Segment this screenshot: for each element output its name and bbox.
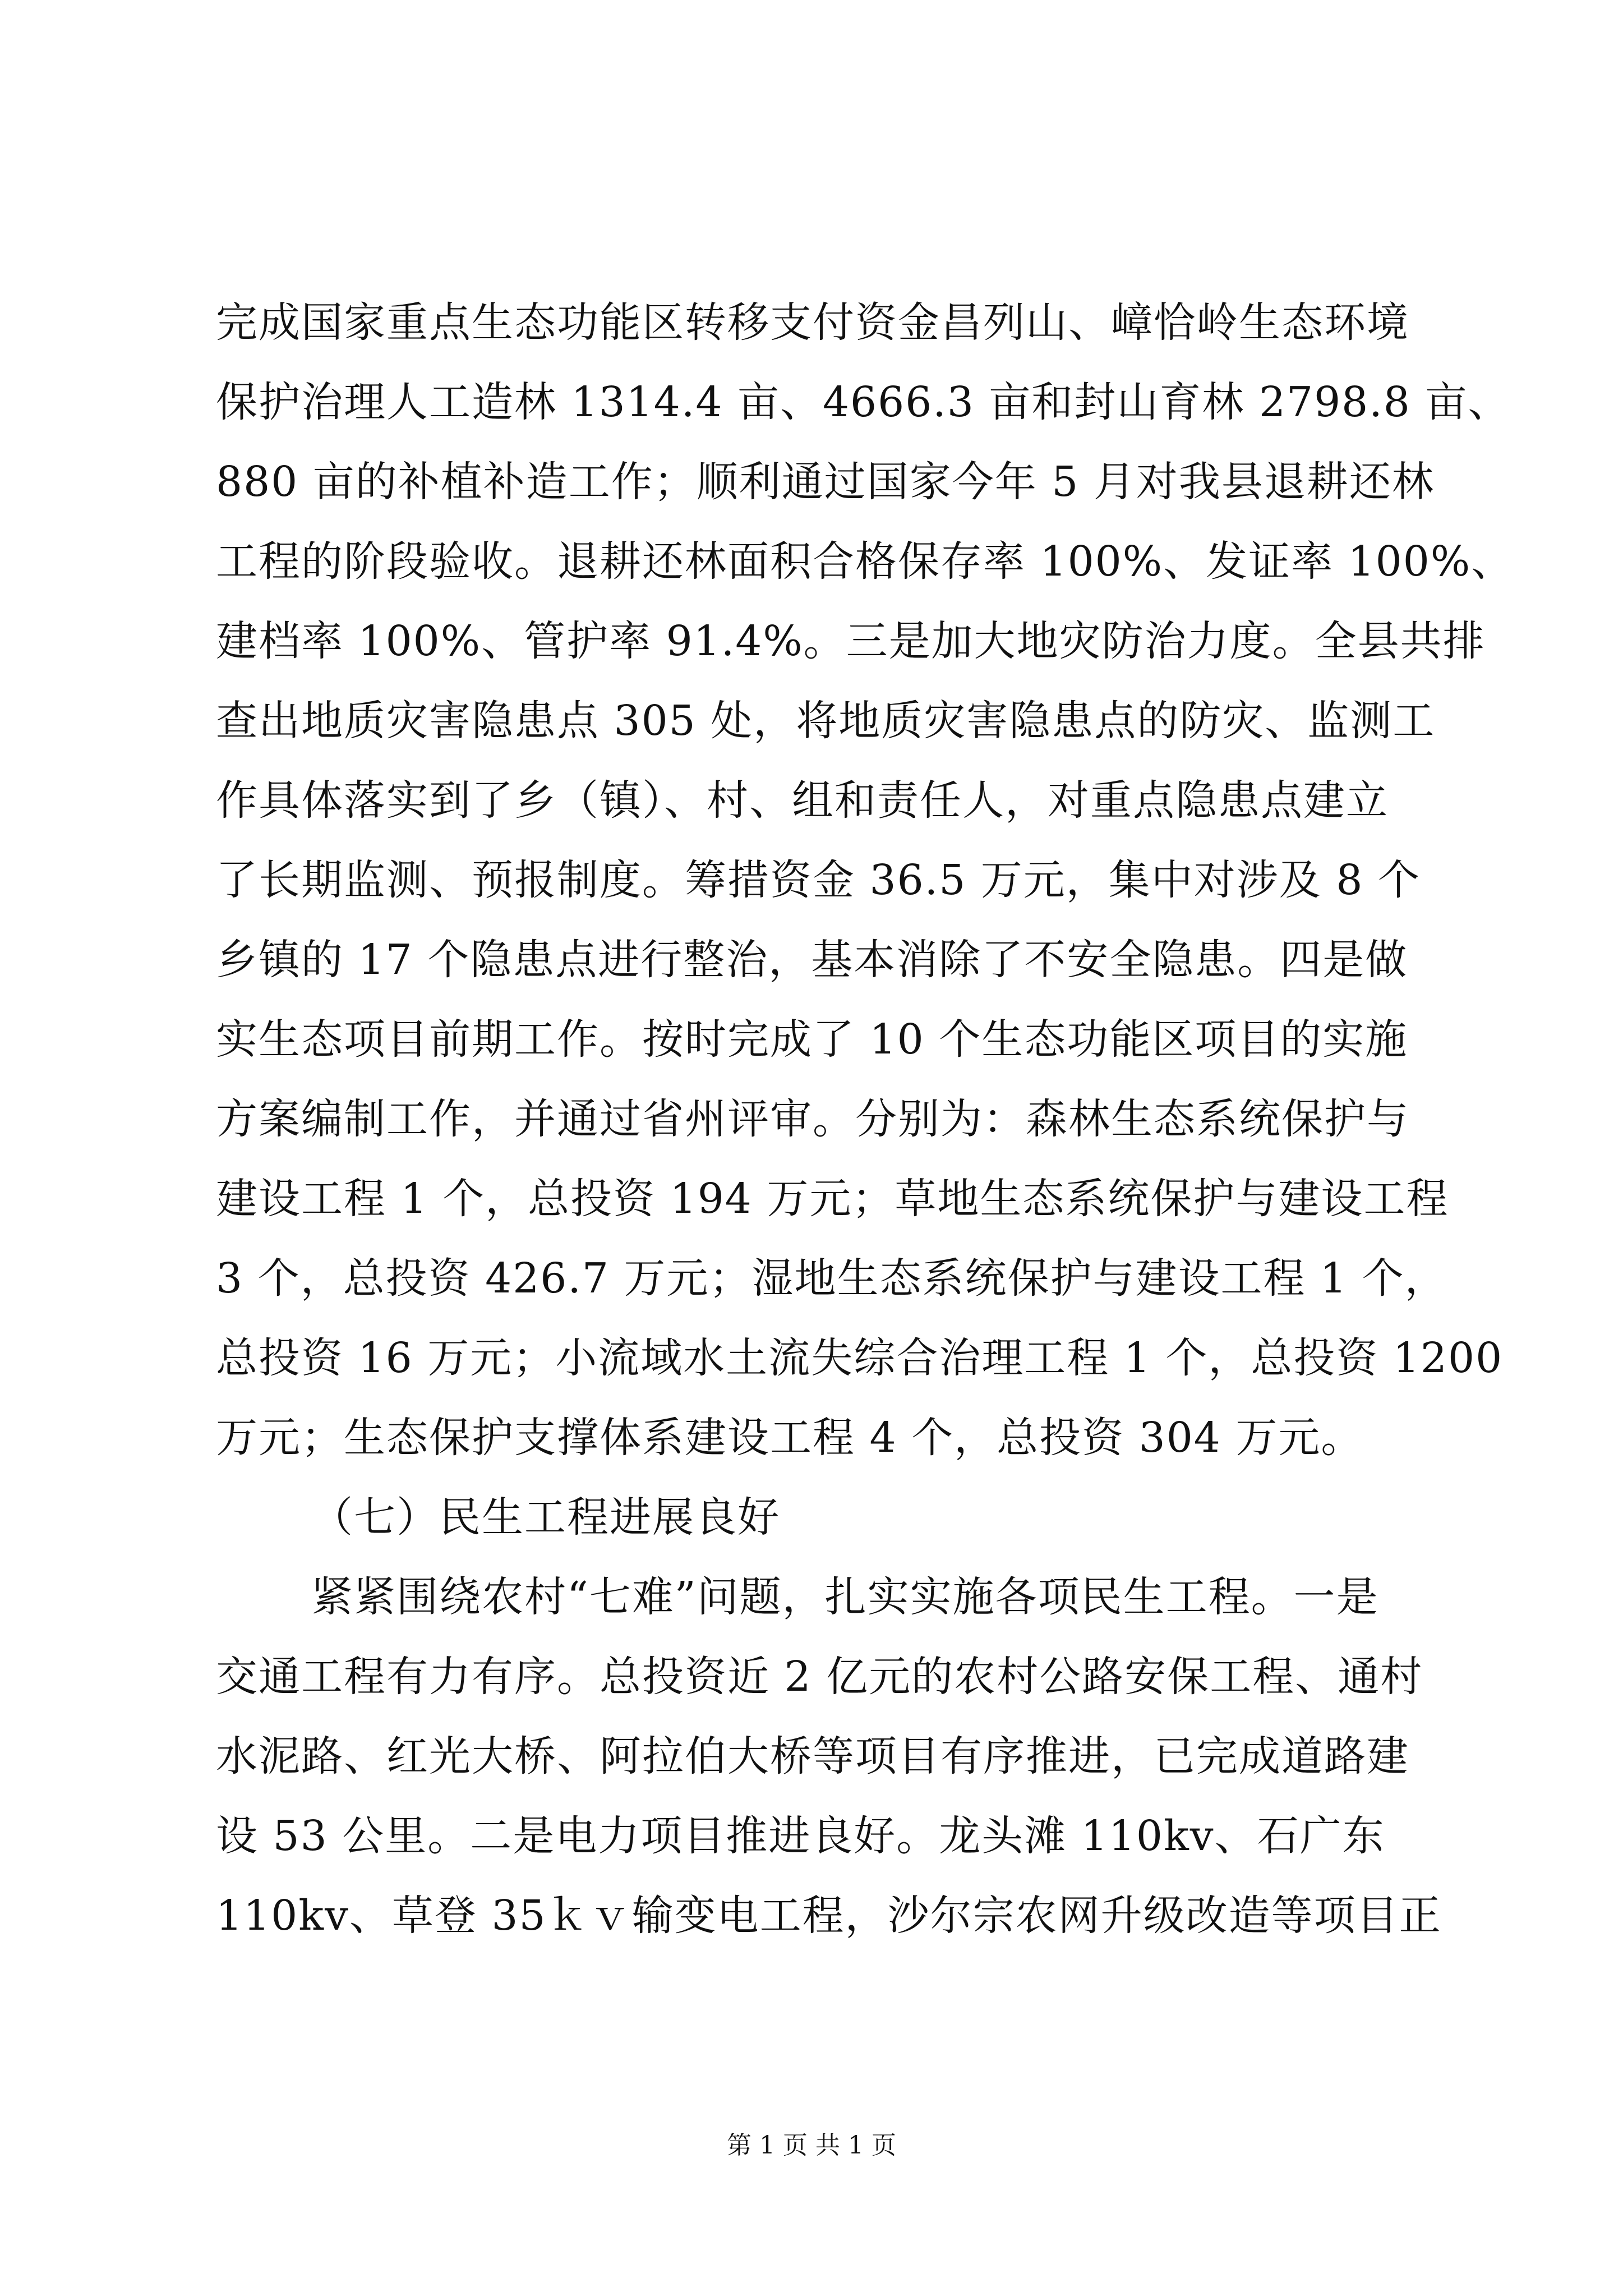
paragraph-line: 乡镇的 17 个隐患点进行整治，基本消除了不安全隐患。四是做	[216, 936, 1408, 984]
paragraph-line: 作具体落实到了乡（镇）、村、组和责任人，对重点隐患点建立	[216, 776, 1389, 825]
paragraph-line: 建档率 100%、管护率 91.4%。三是加大地灾防治力度。全县共排	[216, 617, 1486, 665]
paragraph-line: 紧紧围绕农村“七难”问题，扎实实施各项民生工程。一是	[311, 1573, 1379, 1621]
paragraph-line: 110kv、草登 35ｋｖ输变电工程，沙尔宗农网升级改造等项目正	[216, 1892, 1442, 1940]
section-heading: （七）民生工程进展良好	[311, 1493, 780, 1542]
paragraph-line: 交通工程有力有序。总投资近 2 亿元的农村公路安保工程、通村	[216, 1653, 1423, 1701]
paragraph-line: 工程的阶段验收。退耕还林面积合格保存率 100%、发证率 100%、	[216, 537, 1514, 586]
paragraph-line: 方案编制工作，并通过省州评审。分别为：森林生态系统保护与	[216, 1095, 1409, 1143]
paragraph-line: 实生态项目前期工作。按时完成了 10 个生态功能区项目的实施	[216, 1015, 1408, 1064]
paragraph-line: 了长期监测、预报制度。筹措资金 36.5 万元，集中对涉及 8 个	[216, 856, 1421, 904]
paragraph-line: 查出地质灾害隐患点 305 处，将地质灾害隐患点的防灾、监测工	[216, 697, 1436, 745]
paragraph-line: 设 53 公里。二是电力项目推进良好。龙头滩 110kv、石广东	[216, 1812, 1385, 1860]
paragraph-line: 水泥路、红光大桥、阿拉伯大桥等项目有序推进，已完成道路建	[216, 1732, 1409, 1780]
paragraph-line: 总投资 16 万元；小流域水土流失综合治理工程 1 个，总投资 1200	[216, 1334, 1504, 1382]
paragraph-line: 完成国家重点生态功能区转移支付资金昌列山、嶂恰岭生态环境	[216, 298, 1409, 347]
paragraph-line: 建设工程 1 个，总投资 194 万元；草地生态系统保护与建设工程	[216, 1175, 1449, 1223]
paragraph-line: 3 个，总投资 426.7 万元；湿地生态系统保护与建设工程 1 个，	[216, 1254, 1447, 1303]
paragraph-line: 保护治理人工造林 1314.4 亩、4666.3 亩和封山育林 2798.8 亩、	[216, 378, 1511, 426]
paragraph-line: 万元；生态保护支撑体系建设工程 4 个，总投资 304 万元。	[216, 1414, 1364, 1462]
page-number-footer: 第 1 页 共 1 页	[727, 2131, 896, 2160]
paragraph-line: 880 亩的补植补造工作；顺利通过国家今年 5 月对我县退耕还林	[216, 458, 1435, 506]
